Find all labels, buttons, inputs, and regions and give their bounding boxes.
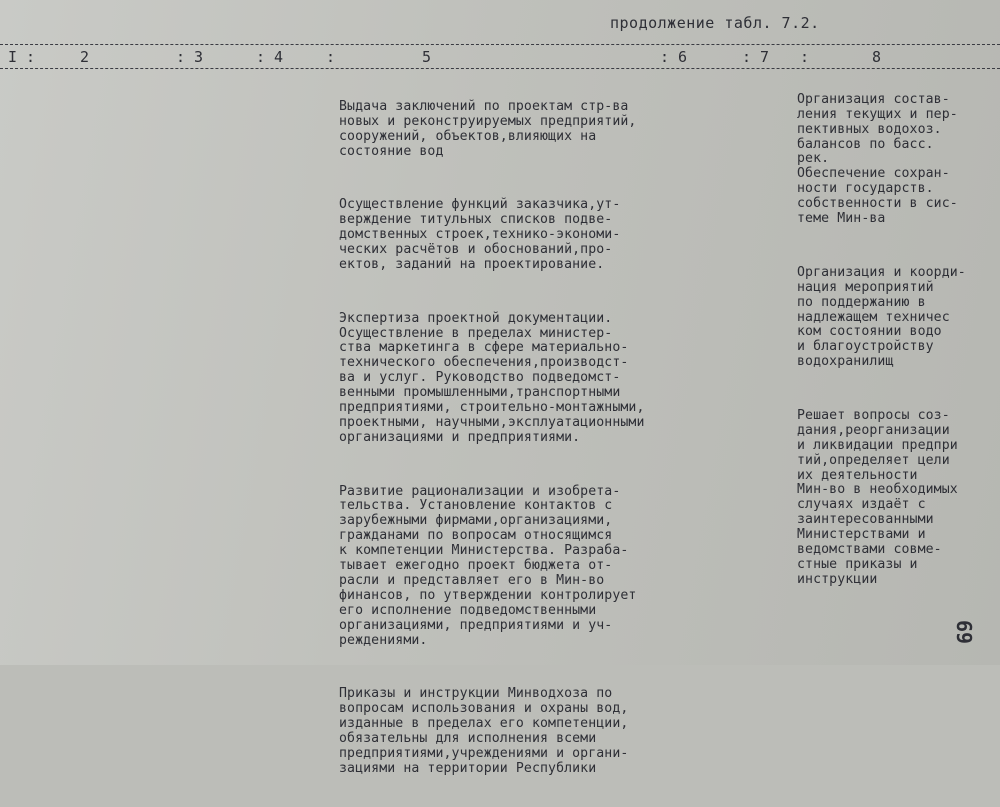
page-number: 69 [952, 619, 977, 645]
column-8-paragraph: Организация состав- ления текущих и пер- пективных водохоз. балансов по басс. рек. Обеспечение сохран- ности государств. собственности в сис- теме Мин-ва [797, 91, 958, 227]
column-header-4: : 4 [256, 48, 284, 66]
column-separator-4-5: : [326, 48, 336, 66]
column-header-1: I : [8, 48, 36, 66]
column-5-paragraph: Экспертиза проектной документации. Осуществление в пределах министер- ства маркетинга в сфере материально- технического обеспечения,производст- ва и услуг. Руководство подведомст- венными промышленными,транспортными предприятиями, строительно-монтажными, проектными, научными,эксплуатационными организациями и предприятиями. [339, 310, 645, 445]
column-separator-7-8: : [800, 48, 810, 66]
column-5-paragraph: Осуществление функций заказчика,ут- верждение титульных списков подве- домственных строек,технико-экономи- ческих расчётов и обоснований,про- ектов, заданий на проектирование. [339, 197, 621, 272]
column-8-paragraph: Организация и коорди- нация мероприятий по поддержанию в надлежащем техничес ком состоянии водо и благоустройству водохранилищ [797, 264, 966, 370]
column-5-paragraph: Выдача заключений по проектам стр-ва новых и реконструируемых предприятий, сооружений, объектов,влияющих на состояние вод [339, 98, 637, 159]
column-5-text [339, 70, 689, 807]
column-5-paragraph: Приказы и инструкции Минводхоза по вопросам использования и охраны вод, изданные в пределах его компетенции, обязательны для исполнения всеми предприятиями,учреждениями и органи- зациями на территории Республики [339, 686, 629, 776]
column-header-2: 2 [80, 48, 90, 66]
column-header-7: : 7 [742, 48, 770, 66]
column-header-8: 8 [872, 48, 882, 66]
column-header-3: : 3 [176, 48, 204, 66]
column-5-paragraph: Развитие рационализации и изобрета- тельства. Установление контактов с зарубежными фирмами,организациями, гражданами по вопросам относящимся к компетенции Министерства. Разраба- тывает ежегодно проект бюджета от- расли и представляет его в Мин-во финансов, по утверждении контролирует его исполнение подведомственными организациями, предприятиями и уч- реждениями. [339, 483, 637, 648]
column-8-text [797, 63, 997, 618]
column-header-6: : 6 [660, 48, 688, 66]
column-header-5: 5 [422, 48, 432, 66]
table-top-rule [0, 44, 1000, 45]
continuation-label: продолжение табл. 7.2. [610, 14, 820, 32]
column-8-paragraph: Решает вопросы соз- дания,реорганизации и ликвидации предпри тий,определяет цели их деятельности Мин-во в необходимых случаях издаёт с заинтересованными Министерствами и ведомствами совме- стные приказы и инструкции [797, 407, 958, 587]
